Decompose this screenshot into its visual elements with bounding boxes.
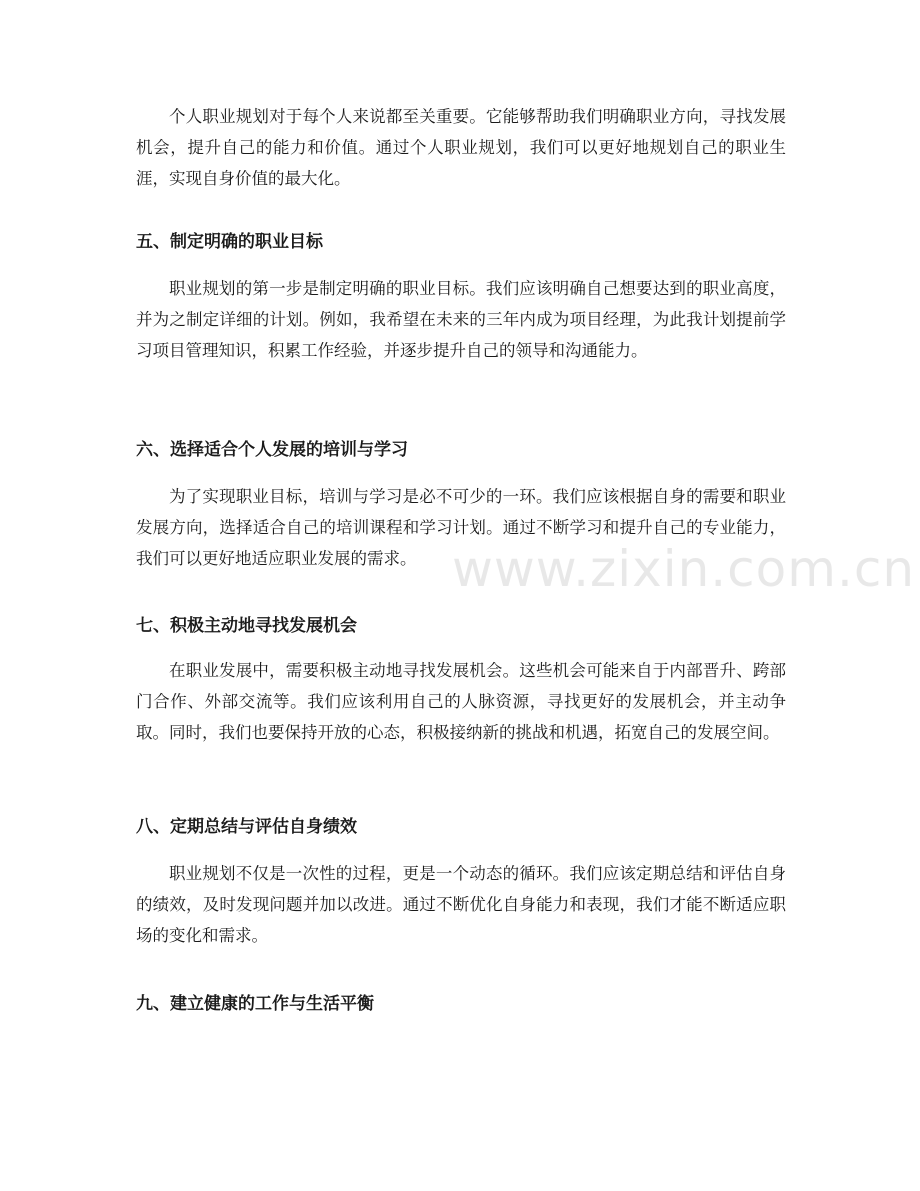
section-5-body-block (136, 273, 786, 366)
section-heading-5: 五、制定明确的职业目标 (136, 232, 323, 252)
section-6-body-block (136, 481, 786, 574)
section-7-heading-block (136, 614, 786, 638)
section-body-5: 职业规划的第一步是制定明确的职业目标。我们应该明确自己想要达到的职业高度，并为之制定详细的计划。例如，我希望在未来的三年内成为项目经理，为此我计划提前学习项目管理知识，积累工作经验，并逐步提升自己的领导和沟通能力。 (136, 279, 786, 360)
section-5-heading-block (136, 230, 786, 254)
intro-paragraph-block (136, 101, 786, 194)
section-body-6: 为了实现职业目标，培训与学习是必不可少的一环。我们应该根据自身的需要和职业发展方向，选择适合自己的培训课程和学习计划。通过不断学习和提升自己的专业能力，我们可以更好地适应职业发展的需求。 (136, 487, 786, 568)
section-7-body-block (136, 655, 786, 748)
section-6-heading-block (136, 438, 786, 462)
section-heading-7: 七、积极主动地寻找发展机会 (136, 616, 357, 636)
section-heading-8: 八、定期总结与评估自身绩效 (136, 817, 357, 837)
section-body-8: 职业规划不仅是一次性的过程，更是一个动态的循环。我们应该定期总结和评估自身的绩效，及时发现问题并加以改进。通过不断优化自身能力和表现，我们才能不断适应职场的变化和需求。 (136, 864, 786, 945)
section-9-heading-block (136, 992, 786, 1016)
section-heading-6: 六、选择适合个人发展的培训与学习 (136, 440, 408, 460)
section-heading-9: 九、建立健康的工作与生活平衡 (136, 994, 374, 1014)
section-8-heading-block (136, 815, 786, 839)
section-8-body-block (136, 858, 786, 951)
section-body-7: 在职业发展中，需要积极主动地寻找发展机会。这些机会可能来自于内部晋升、跨部门合作、外部交流等。我们应该利用自己的人脉资源，寻找更好的发展机会，并主动争取。同时，我们也要保持开放的心态，积极接纳新的挑战和机遇，拓宽自己的发展空间。 (136, 661, 786, 742)
watermark-text: www.zixin.com.cn (452, 540, 916, 598)
intro-paragraph: 个人职业规划对于每个人来说都至关重要。它能够帮助我们明确职业方向，寻找发展机会，提升自己的能力和价值。通过个人职业规划，我们可以更好地规划自己的职业生涯，实现自身价值的最大化。 (136, 107, 786, 188)
